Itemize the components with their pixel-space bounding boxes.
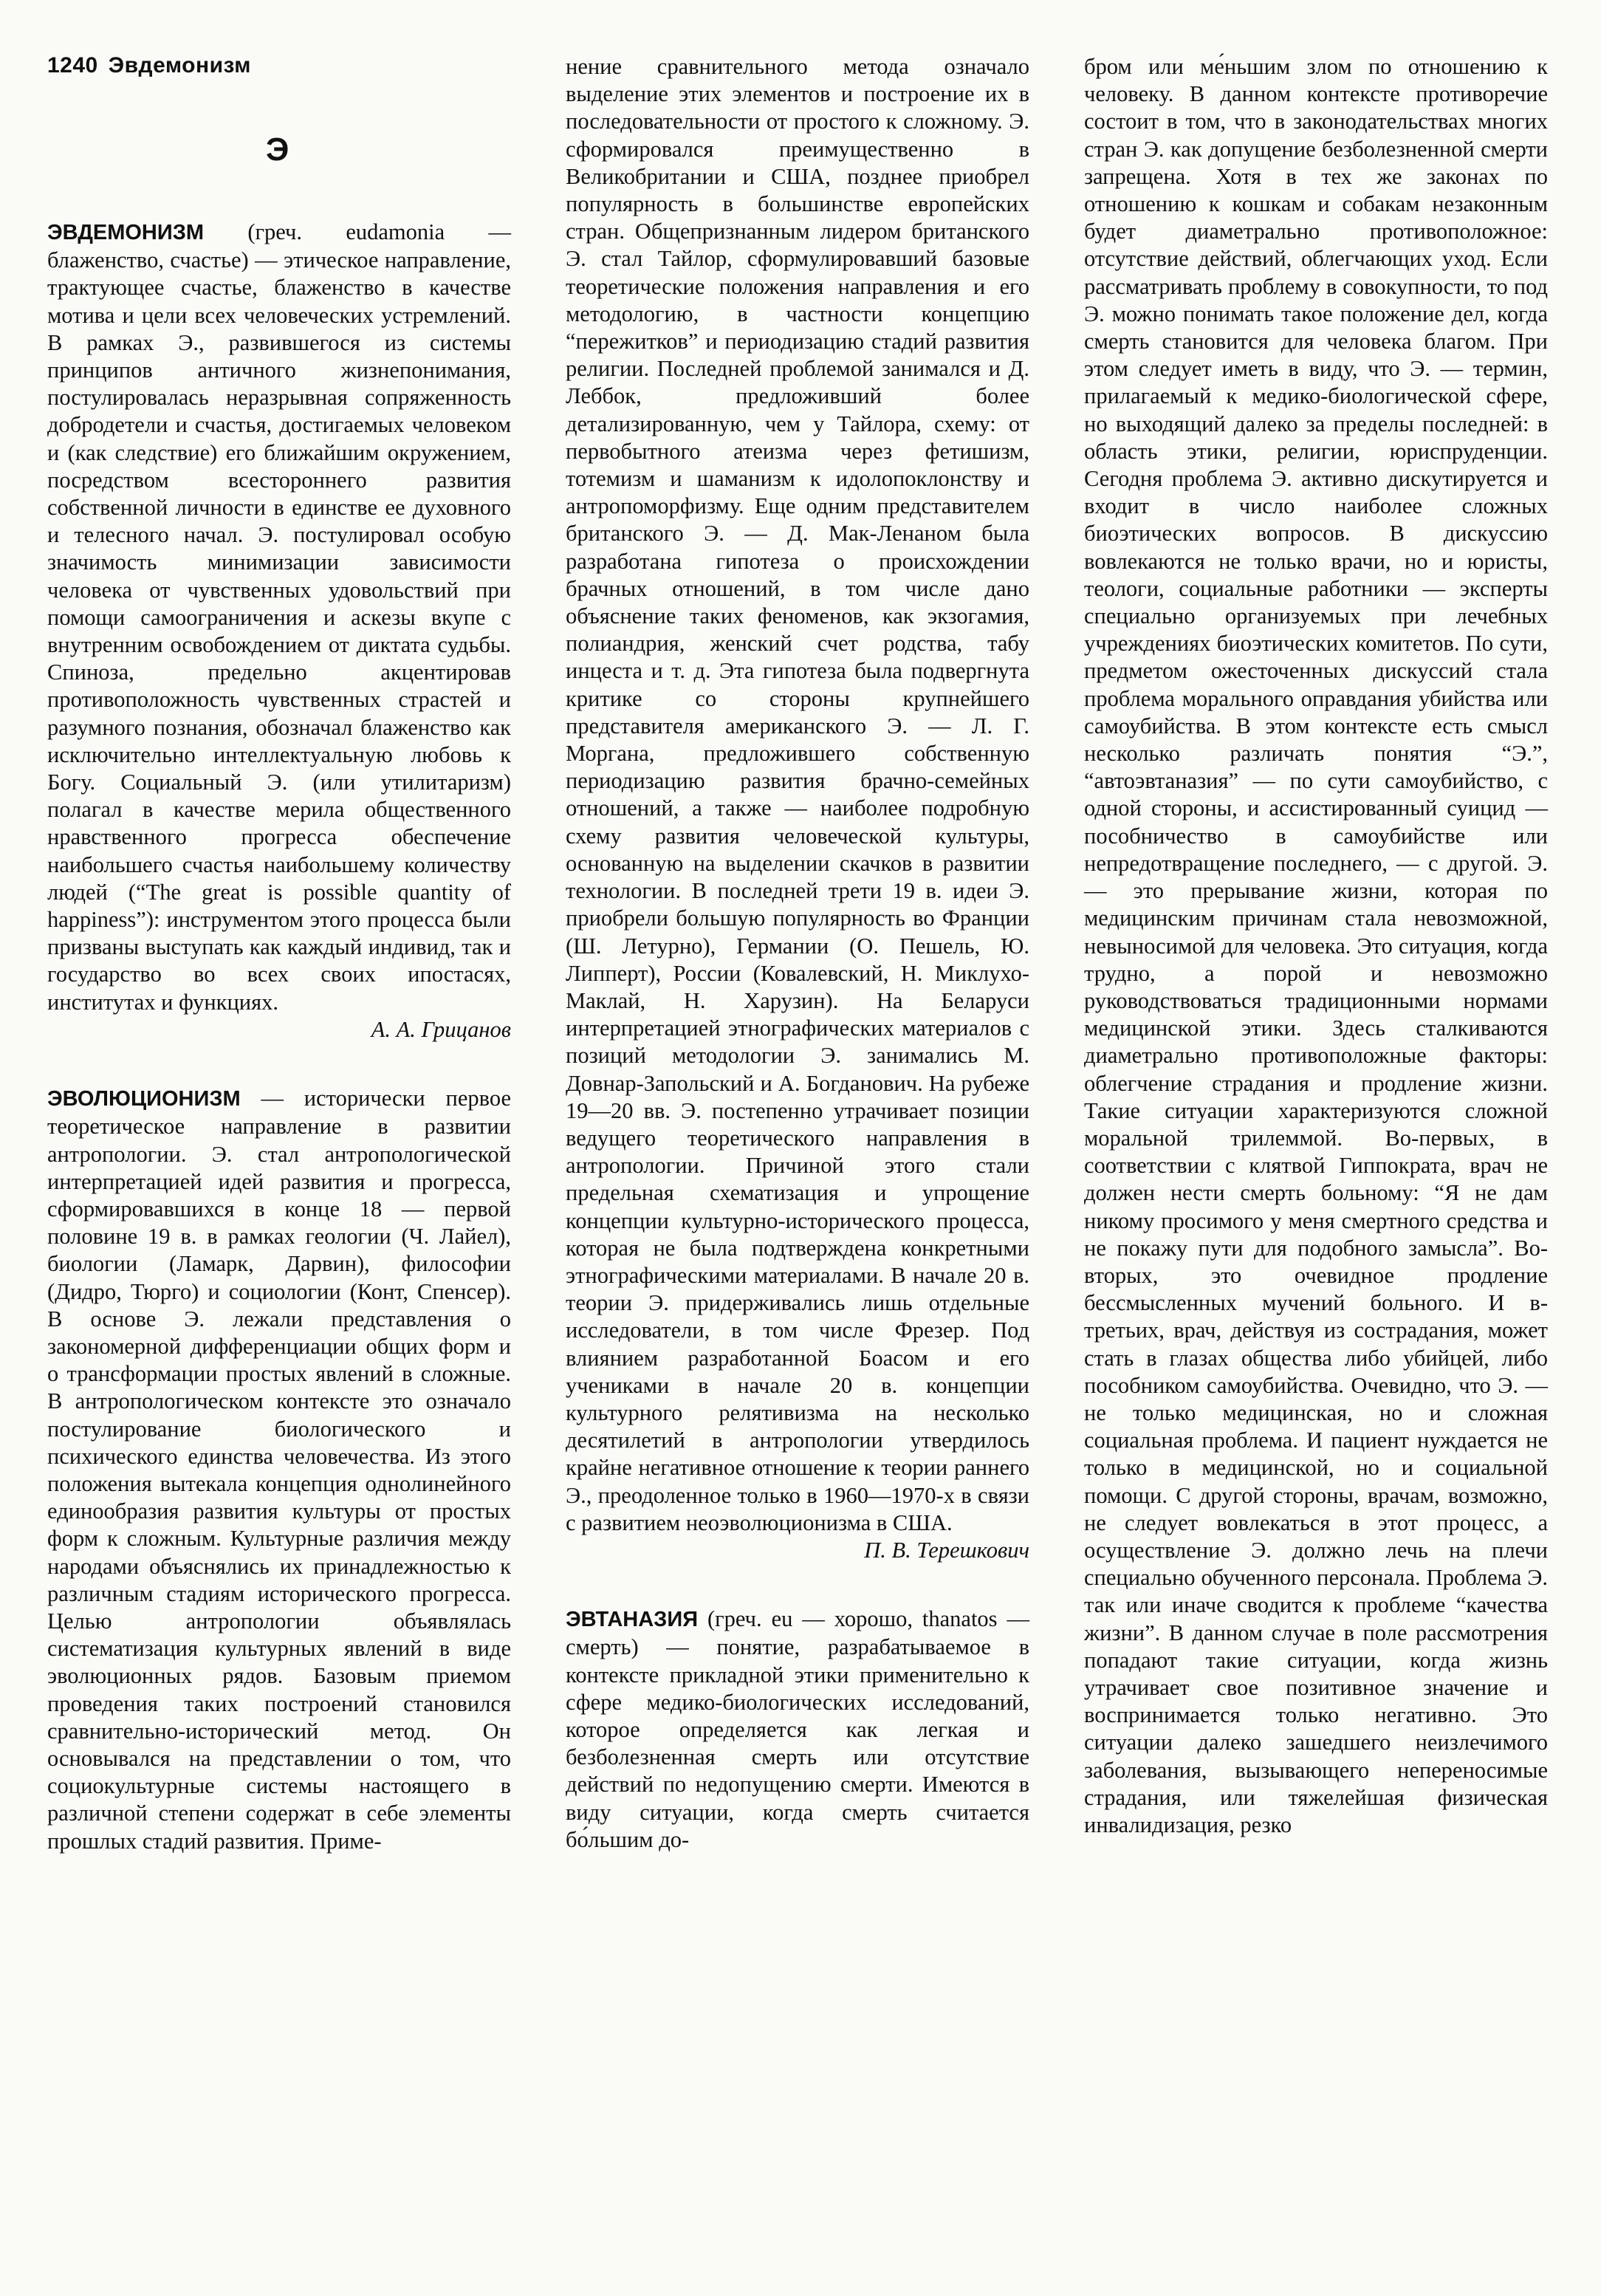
column-2 [566, 53, 1029, 1854]
column-1 [47, 219, 511, 1855]
entry-evolutionism-continued [566, 53, 1029, 1537]
entry-spacer [47, 1044, 511, 1085]
entry-text: нение сравнительного метода означало выделение этих элементов и построение их в последовательности от простого к сложному. Э. сформировался преимущественно в Великобритании и США, позднее приобрел популярность в большинстве европейских стран. Общепризнанным лидером британского Э. стал Тайлор, сформулировавший базовые теоретические положения направления и его методологию, в частности концепцию “пережитков” и периодизацию стадий развития религии. Последней проблемой занимался и Д. Леббок, предложивший более детализированную, чем у Тайлора, схему: от первобытного атеизма через фетишизм, тотемизм и шаманизм к идолопоклонству и антропоморфизму. Еще одним представителем британского Э. — Д. Мак-Ленаном была разработана гипотеза о происхождении брачных отношений, в том числе дано объяснение таких феноменов, как экзогамия, полиандрия, женский счет родства, табу инцеста и т. д. Эта гипотеза была подвергнута критике со стороны крупнейшего представителя американского Э. — Л. Г. Моргана, предложившего собственную периодизацию развития брачно-семейных отношений, а также — наиболее подробную схему развития человеческой культуры, основанную на выделении скачков в развитии технологии. В последней трети 19 в. идеи Э. приобрели большую популярность во Франции (Ш. Летурно), Германии (О. Пешель, Ю. Липперт), России (Ковалевский, Н. Миклухо-Маклай, Н. Харузин). На Беларуси интерпретацией этнографических материалов с позиций методологии Э. занимались М. Довнар-Запольский и А. Богданович. На рубеже 19—20 вв. Э. постепенно утрачивает позиции ведущего теоретического направления в антропологии. Причиной этого стали предельная схематизация и упрощение концепции культурно-исторического процесса, которая не была подтверждена конкретными этнографическими материалами. В начале 20 в. теории Э. придерживались лишь отдельные исследователи, в том числе Фрезер. Под влиянием разработанной Боасом и его учениками в начале 20 в. концепции культурного релятивизма на несколько десятилетий в антропологии утвердилось крайне негативное отношение к теории раннего Э., преодоленное только в 1960—1970-х в связи с развитием неоэволюционизма в США. [566, 54, 1029, 1535]
entry-author: П. В. Терешкович [864, 1537, 1029, 1563]
running-head [47, 53, 251, 78]
running-title: Эвдемонизм [108, 53, 251, 78]
entry-evolutionism [47, 1085, 511, 1855]
entry-text: (греч. eu — хорошо, thanatos — смерть) — понятие, разрабатываемое в контексте прикладной этики применительно к сфере медико-биологических исследований, которое определяется как легкая и безболезненная смерть или отсутствие действий по недопущению смерти. Имеются в виду ситуации, когда смерть считается бо́льшим до- [566, 1606, 1029, 1852]
page-number: 1240 [47, 53, 98, 78]
entry-term: ЭВТАНАЗИЯ [566, 1608, 699, 1632]
column-3 [1084, 53, 1548, 1839]
entry-text: (греч. eudamonia — блаженство, счастье) — этическое направление, трактующее счастье, блаженство в качестве мотива и цели всех человеческих устремлений. В рамках Э., развившегося из системы принципов античного жизнепонимания, постулировалась неразрывная сопряженность добродетели и счастья, достигаемых человеком и (как следствие) его ближайшим окружением, посредством всестороннего развития собственной личности в единстве ее духовного и телесного начал. Э. постулировал особую значимость минимизации зависимости человека от чувственных удовольствий при помощи самоограничения и аскезы вкупе с внутренним освобождением от диктата судьбы. Спиноза, предельно акцентировав противоположность чувственных страстей и разумного познания, обозначал блаженство как исключительно интеллектуальную любовь к Богу. Социальный Э. (или утилитаризм) полагал в качестве мерила общественного нравственного прогресса обеспечение наибольшего счастья наибольшему количеству людей (“The great is possible quantity of happiness”): инструментом этого процесса были призваны выступать как каждый индивид, так и государство во всех своих ипостасях, институтах и функциях. [47, 219, 511, 1015]
entry-euthanasia [566, 1606, 1029, 1854]
section-letter: Э [266, 131, 289, 168]
entry-term: ЭВДЕМОНИЗМ [47, 221, 205, 244]
entry-text: бром или ме́ньшим злом по отношению к человеку. В данном контексте противоречие состоит в том, что в законодательствах многих стран Э. как допущение безболезненной смерти запрещена. Хотя в тех же законах по отношению к кошкам и собакам незаконным будет диаметрально противоположное: отсутствие действий, облегчающих уход. Если рассматривать проблему в совокупности, то под Э. можно понимать такое положение дел, когда смерть становится для человека благом. При этом следует иметь в виду, что Э. — термин, прилагаемый к медико-биологической сфере, но выходящий далеко за пределы последней: в область этики, религии, юриспруденции. Сегодня проблема Э. активно дискутируется и входит в число наиболее сложных биоэтических вопросов. В дискуссию вовлекаются не только врачи, но и юристы, теологи, социальные работники — эксперты специально организуемых при лечебных учреждениях биоэтических комитетов. По сути, предметом ожесточенных дискуссий стала проблема морального оправдания убийства или самоубийства. В этом контексте есть смысл несколько различать понятия “Э.”, “автоэвтаназия” — по сути самоубийство, с одной стороны, и ассистированный суицид — пособничество в самоубийстве или непредотвращение последнего, — с другой. Э. — это прерывание жизни, которая по медицинским причинам стала невозможной, невыносимой для человека. Это ситуация, когда трудно, а порой и невозможно руководствоваться традиционными нормами медицинской этики. Здесь сталкиваются диаметрально противоположные факторы: облегчение страдания и продление жизни. Такие ситуации характеризуются сложной моральной трилеммой. Во-первых, в соответствии с клятвой Гиппократа, врач не должен нести смерть больному: “Я не дам никому просимого у меня смертного средства и не покажу пути для подобного замысла”. Во-вторых, это очевидное продление бессмысленных мучений больного. И в-третьих, врач, действуя из сострадания, может стать в глазах общества либо убийцей, либо пособником самоубийства. Очевидно, что Э. — не только медицинская, но и сложная социальная проблема. И пациент нуждается не только в медицинской, но и социальной помощи. С другой стороны, врачам, возможно, не следует вовлекаться в этот процесс, а осуществление Э. должно лечь на плечи специально обученного персонала. Проблема Э. так или иначе сводится к проблеме “качества жизни”. В данном случае в поле рассмотрения попадают такие ситуации, когда жизнь утрачивает свое позитивное значение и воспринимается только негативно. Это ситуации далеко зашедшего неизлечимого заболевания, вызывающего непереносимые страдания, или тяжелейшая физическая инвалидизация, резко [1084, 54, 1548, 1837]
entry-eudemonism [47, 219, 511, 1016]
entry-text: — исторически первое теоретическое направление в развитии антропологии. Э. стал антропологической интерпретацией идей развития и прогресса, сформировавшихся в конце 18 — первой половине 19 в. в рамках геологии (Ч. Лайел), биологии (Ламарк, Дарвин), философии (Дидро, Тюрго) и социологии (Конт, Спенсер). В основе Э. лежали представления о закономерной дифференциации общих форм и о трансформации простых явлений в сложные. В антропологическом контексте это означало постулирование биологического и психического единства человечества. Из этого положения вытекала концепция однолинейного единообразия развития культуры от простых форм к сложным. Культурные различия между народами объяснялись их принадлежностью к различным стадиям исторического прогресса. Целью антропологии объявлялась систематизация культурных явлений в виде эволюционных рядов. Базовым приемом проведения таких построений становился сравнительно-исторический метод. Он основывался на представлении о том, что социокультурные системы настоящего в различной степени содержат в себе элементы прошлых стадий развития. Приме- [47, 1086, 511, 1854]
entry-term: ЭВОЛЮЦИОНИЗМ [47, 1087, 241, 1111]
entry-author: А. А. Грицанов [371, 1016, 511, 1042]
entry-spacer [566, 1564, 1029, 1606]
entry-euthanasia-continued [1084, 53, 1548, 1839]
